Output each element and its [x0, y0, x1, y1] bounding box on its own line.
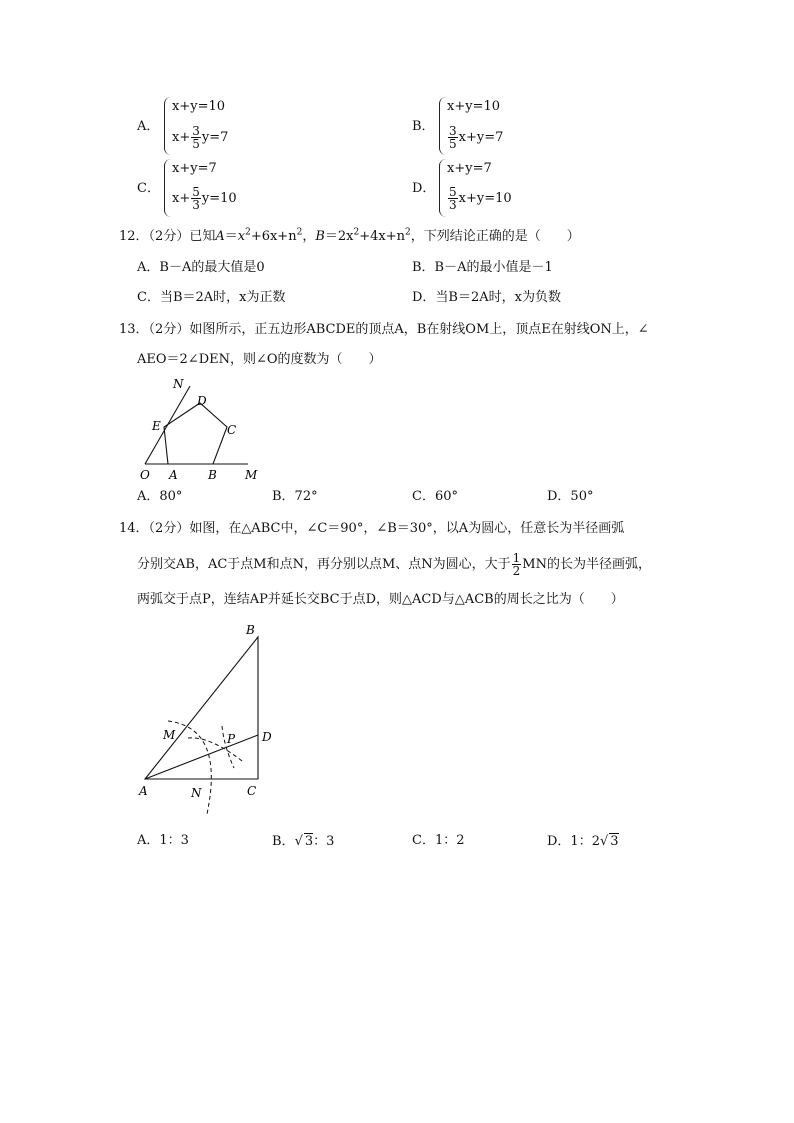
- q11-option-d-eq2: $\frac{5}{3}$ x+y=10: [449, 185, 512, 212]
- q11-option-c-letter: C．: [137, 181, 160, 196]
- q14-stem-line3: 两弧交于点P，连结AP并延长交BC于点D，则△ACD与△ACB的周长之比为（ ）: [137, 592, 624, 607]
- q13-option-b: B．72°: [272, 489, 318, 504]
- q11-option-c-brace: [164, 159, 171, 217]
- q11-option-b-fraction: $\frac{3}{5}$: [449, 124, 457, 151]
- label-d: D: [197, 394, 207, 408]
- label-c: C: [227, 423, 237, 437]
- q13-option-c: C．60°: [412, 489, 458, 504]
- q11-option-d-eq1: x+y=7: [447, 161, 492, 176]
- pentagon-abcde: [164, 403, 227, 464]
- q11-option-a-fraction: $\frac{3}{5}$: [192, 124, 200, 151]
- label-n: N: [173, 377, 184, 391]
- q11-option-b-letter: B．: [412, 119, 435, 134]
- q14-option-c: C．1：2: [412, 833, 465, 848]
- label-m: M: [163, 728, 176, 742]
- triangle-abc: [145, 637, 258, 779]
- q13-stem-line1: 13．（2分）如图所示，正五边形ABCDE的顶点A，B在射线OM上，顶点E在射线ON上，∠: [119, 322, 649, 337]
- q14-half-fraction: $\frac{1}{2}$: [512, 551, 521, 578]
- label-e: E: [152, 419, 161, 433]
- q14-triangle-figure: [130, 618, 290, 823]
- q14-option-a: A．1：3: [137, 833, 189, 848]
- label-c: C: [247, 784, 257, 798]
- q11-option-b-brace: [439, 97, 446, 155]
- q11-option-a-letter: A．: [137, 119, 160, 134]
- q11-option-d-letter: D．: [412, 181, 436, 196]
- q14-stem-line2: 分别交AB，AC于点M和点N，再分别以点M、点N为圆心，大于 $\frac{1}{2}$ MN的长为半径画弧，: [137, 551, 651, 578]
- q14-stem-line1: 14．（2分）如图，在△ABC中，∠C＝90°，∠B＝30°，以A为圆心，任意长为半径画弧: [119, 521, 625, 536]
- q14-option-b: B．√ 3：3: [272, 834, 335, 849]
- q14-option-d: D．1：2√ 3: [547, 834, 619, 849]
- q11-option-a-eq1: x+y=10: [172, 99, 226, 114]
- q11-option-d-brace: [439, 159, 446, 217]
- q11-option-c-fraction: $\frac{5}{3}$: [192, 185, 200, 212]
- q13-option-d: D．50°: [547, 489, 594, 504]
- label-b: B: [208, 468, 217, 482]
- q11-option-d-fraction: $\frac{5}{3}$: [449, 185, 457, 212]
- q13-option-a: A．80°: [137, 489, 183, 504]
- q12-option-b: B．B－A的最小值是－1: [412, 260, 553, 275]
- label-d: D: [262, 730, 272, 744]
- label-a: A: [139, 784, 148, 798]
- q13-stem-line2: AEO＝2∠DEN，则∠O的度数为（ ）: [137, 352, 382, 367]
- label-b: B: [246, 623, 255, 637]
- label-n: N: [191, 786, 202, 800]
- label-o: O: [140, 468, 150, 482]
- label-a: A: [169, 468, 178, 482]
- q12-stem: 12．（2分）已知$A=x^2+6x+n^2$，$B=2x^2+4x+n^2$，下列结论正确的是（ ）: [119, 227, 580, 244]
- q11-option-c-eq2: x+ $\frac{5}{3}$ y=10: [172, 185, 237, 212]
- q11-option-c-eq1: x+y=7: [172, 161, 217, 176]
- label-m: M: [245, 468, 258, 482]
- q11-option-a-brace: [164, 97, 171, 155]
- q11-option-b-eq2: $\frac{3}{5}$ x+y=7: [449, 124, 504, 151]
- q12-option-a: A．B－A的最大值是0: [137, 260, 265, 275]
- q12-option-d: D．当B＝2A时，x为负数: [412, 290, 561, 305]
- q11-option-b-eq1: x+y=10: [447, 99, 501, 114]
- q13-pentagon-figure: [130, 372, 270, 484]
- label-p: P: [227, 732, 236, 746]
- q12-option-c: C．当B＝2A时，x为正数: [137, 290, 286, 305]
- q11-option-a-eq2: x+ $\frac{3}{5}$ y=7: [172, 124, 229, 151]
